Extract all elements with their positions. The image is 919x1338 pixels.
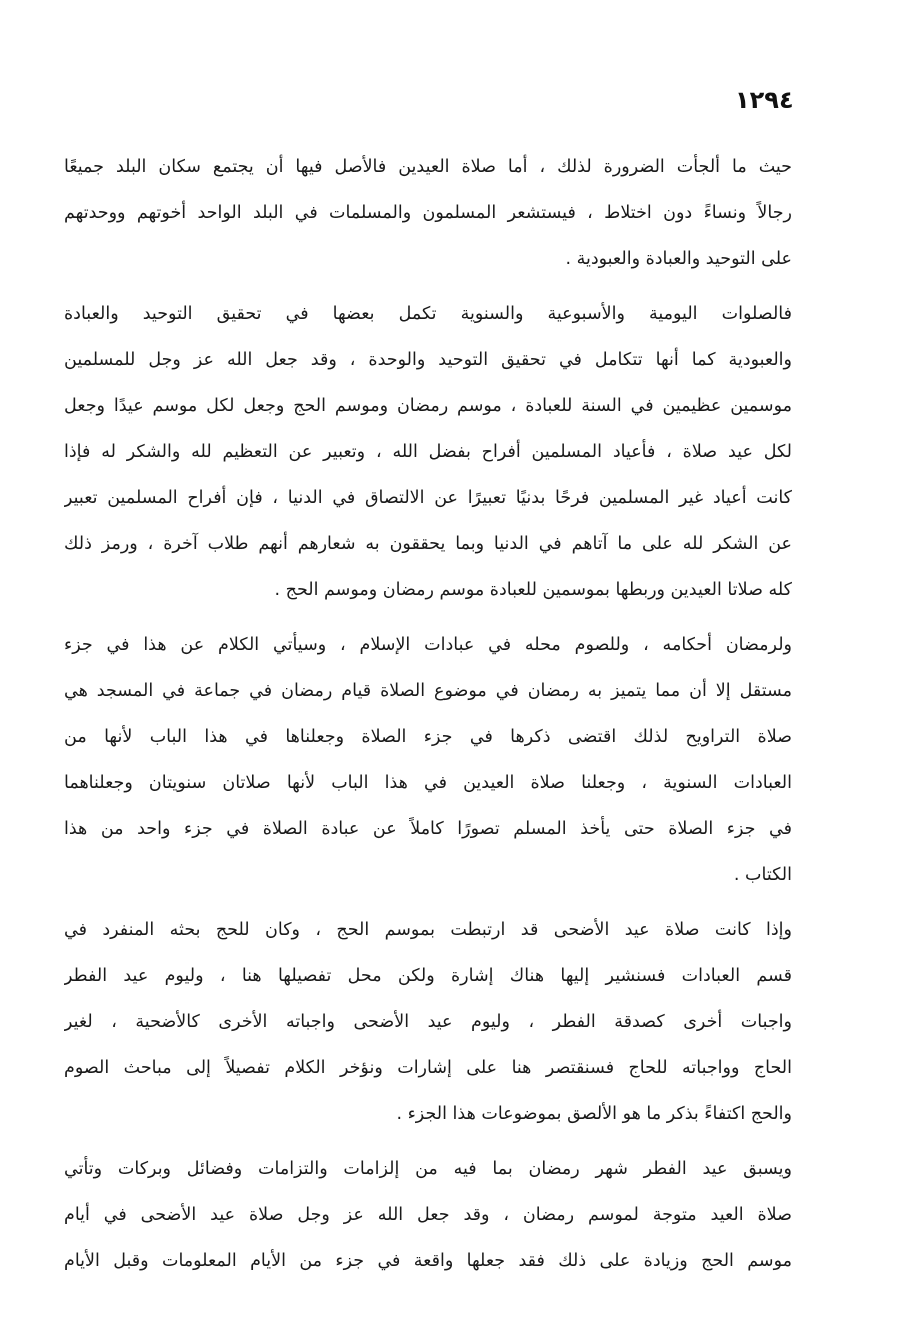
text-line: على التوحيد والعبادة والعبودية .: [565, 249, 792, 269]
text-line: لكل عيد صلاة ، فأعياد المسلمين أفراح بفضل الله ، وتعبير عن التعظيم لله والشكر له فإذا: [64, 442, 792, 462]
text-line: كانت أعياد غير المسلمين فرحًا بدنيًا تعبيرًا عن الالتصاق في الدنيا ، فإن أفراح المسلمين تعبير: [64, 488, 792, 508]
text-line: العبادات السنوية ، وجعلنا صلاة العيدين في هذا الباب لأنها صلاتان سنويتان وجعلناهما: [64, 773, 792, 793]
text-line: مستقل إلا أن مما يتميز به رمضان في موضوع الصلاة قيام رمضان في جماعة في المسجد هي: [64, 681, 792, 701]
text-line: الحاج وواجباته للحاج فسنقتصر هنا على إشارات ونؤخر الكلام تفصيلاً إلى مباحث الصوم: [64, 1058, 792, 1078]
text-line: صلاة التراويح لذلك اقتضى ذكرها في جزء الصلاة وجعلناها في هذا الباب لأنها من: [64, 727, 792, 747]
paragraph-4: [64, 907, 792, 1137]
text-line: موسمين عظيمين في السنة للعبادة ، موسم رمضان وموسم الحج وجعل لكل موسم عيدًا وجعل: [64, 396, 792, 416]
text-line: والعبودية كما أنها تتكامل في تحقيق التوحيد والوحدة ، وقد جعل الله عز وجل للمسلمين: [64, 350, 792, 370]
text-line: ويسبق عيد الفطر شهر رمضان بما فيه من إلزامات والتزامات وفضائل وبركات وتأتي: [64, 1159, 792, 1179]
text-line: صلاة العيد متوجة لموسم رمضان ، وقد جعل الله عز وجل صلاة عيد الأضحى في أيام: [64, 1205, 792, 1225]
text-line: والحج اكتفاءً بذكر ما هو الألصق بموضوعات هذا الجزء .: [396, 1104, 792, 1124]
paragraph-3: [64, 622, 792, 898]
text-line: موسم الحج وزيادة على ذلك فقد جعلها واقعة في جزء من الأيام المعلومات وقبل الأيام: [64, 1251, 792, 1271]
text-line: في جزء الصلاة حتى يأخذ المسلم تصورًا كاملاً عن عبادة الصلاة في جزء واحد من هذا: [64, 819, 792, 839]
text-line: ولرمضان أحكامه ، وللصوم محله في عبادات الإسلام ، وسيأتي الكلام عن هذا في جزء: [64, 635, 792, 655]
text-line: حيث ما ألجأت الضرورة لذلك ، أما صلاة العيدين فالأصل فيها أن يجتمع سكان البلد جميعًا: [64, 157, 792, 177]
text-line: كله صلاتا العيدين وربطها بموسمين للعبادة موسم رمضان وموسم الحج .: [274, 580, 792, 600]
text-line: الكتاب .: [733, 865, 792, 885]
page-body: [64, 144, 792, 1284]
text-line: عن الشكر لله على ما آتاهم في الدنيا وبما يحققون به شعارهم أنهم طلاب آخرة ، ورمز ذلك: [64, 534, 792, 554]
paragraph-2: [64, 291, 792, 613]
paragraph-1: [64, 144, 792, 282]
text-line: قسم العبادات فسنشير إليها هناك إشارة ولكن محل تفصيلها هنا ، وليوم عيد الفطر: [64, 966, 792, 986]
text-line: وإذا كانت صلاة عيد الأضحى قد ارتبطت بموسم الحج ، وكان للحج بحثه المنفرد في: [64, 920, 792, 940]
text-line: رجالاً ونساءً دون اختلاط ، فيستشعر المسلمون والمسلمات في البلد الواحد أخوتهم ووحدتهم: [64, 203, 792, 223]
paragraph-5: [64, 1146, 792, 1284]
text-line: واجبات أخرى كصدقة الفطر ، وليوم عيد الأضحى واجباته الأخرى كالأضحية ، لغير: [64, 1012, 792, 1032]
text-line: فالصلوات اليومية والأسبوعية والسنوية تكمل بعضها في تحقيق التوحيد والعبادة: [64, 304, 792, 324]
page-number: ١٢٩٤: [735, 86, 794, 114]
